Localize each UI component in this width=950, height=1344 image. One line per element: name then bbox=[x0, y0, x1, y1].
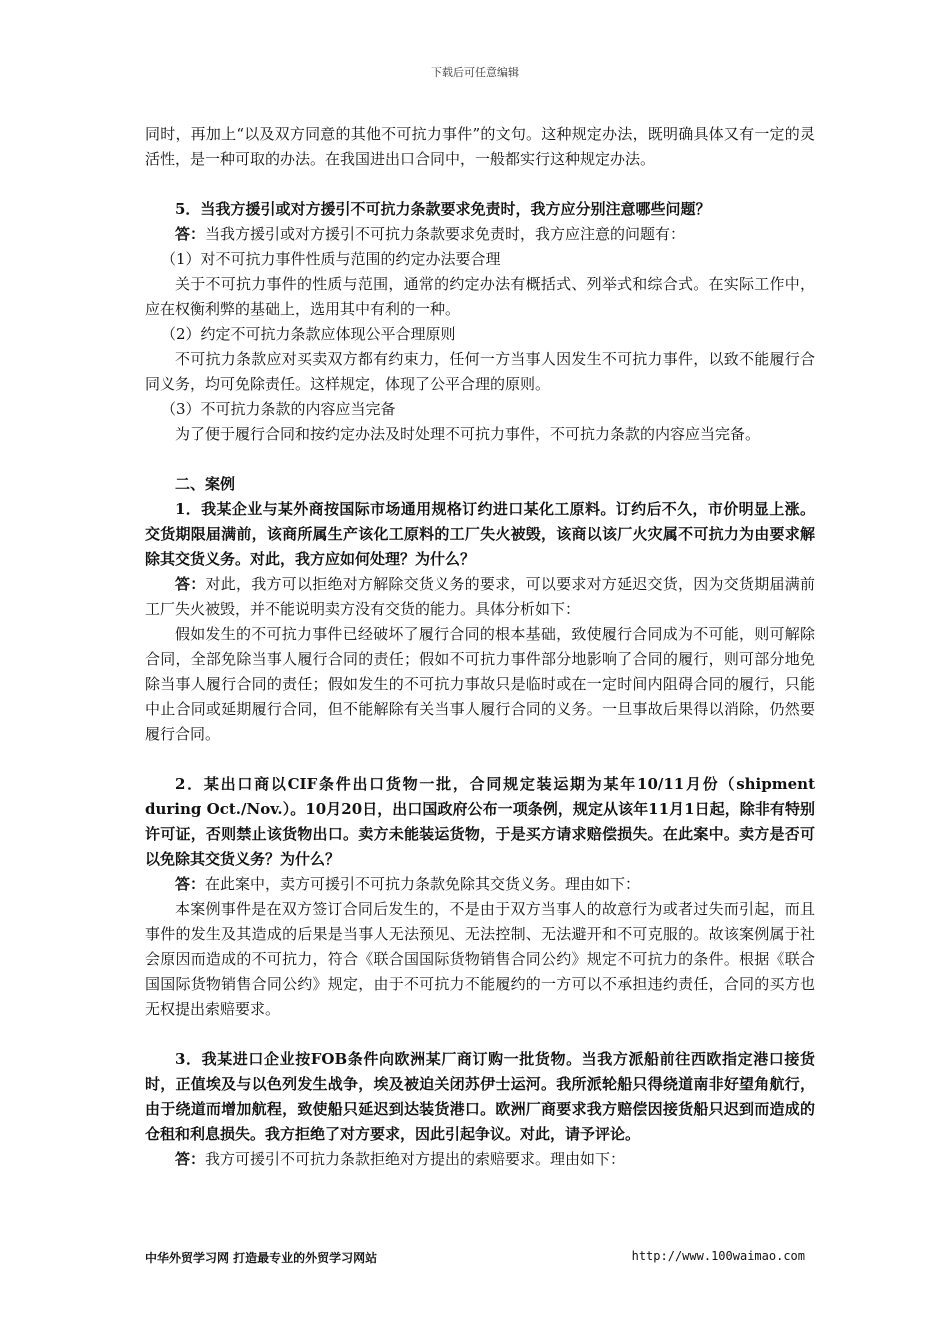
spacer bbox=[145, 172, 815, 197]
case-3-question: 3．我某进口企业按FOB条件向欧洲某厂商订购一批货物。当我方派船前往西欧指定港口接货时，正值埃及与以色列发生战争，埃及被迫关闭苏伊士运河。我所派轮船只得绕道南非好望角航行，由于绕道而增加航程，致使船只延迟到达装货港口。欧洲厂商要求我方赔偿因接货船只迟到而造成的仓租和利息损失。我方拒绝了对方要求，因此引起争议。对此，请予评论。 bbox=[145, 1050, 815, 1143]
case-1-question: 1．我某企业与某外商按国际市场通用规格订约进口某化工原料。订约后不久，市价明显上涨。交货期限届满前，该商所属生产该化工原料的工厂失火被毁，该商以该厂火灾属不可抗力为由要求解除其交货义务。对此，我方应如何处理？为什么？ bbox=[145, 500, 815, 568]
paragraph: 为了便于履行合同和按约定办法及时处理不可抗力事件，不可抗力条款的内容应当完备。 bbox=[175, 425, 761, 443]
document-body bbox=[145, 122, 815, 1172]
page-header: 下载后可任意编辑 bbox=[431, 66, 519, 79]
paragraph: 关于不可抗力事件的性质与范围，通常的约定办法有概括式、列举式和综合式。在实际工作中，应在权衡利弊的基础上，选用其中有利的一种。 bbox=[145, 275, 815, 318]
paragraph: 假如发生的不可抗力事件已经破坏了履行合同的根本基础，致使履行合同成为不可能，则可解除合同，全部免除当事人履行合同的责任；假如不可抗力事件部分地影响了合同的履行，则可部分地免除当事人履行合同的责任；假如发生的不可抗力事故只是临时或在一定时间内阻碍合同的履行，只能中止合同或延期履行合同，但不能解除有关当事人履行合同的义务。一旦事故后果得以消除，仍然要履行合同。 bbox=[145, 625, 815, 743]
answer-paragraph: 答：当我方援引或对方援引不可抗力条款要求免责时，我方应注意的问题有： bbox=[175, 225, 686, 243]
answer-paragraph: 答：我方可援引不可抗力条款拒绝对方提出的索赔要求。理由如下： bbox=[175, 1150, 626, 1168]
answer-label: 答： bbox=[175, 575, 206, 593]
paragraph: 本案例事件是在双方签订合同后发生的，不是由于双方当事人的故意行为或者过失而引起，而且事件的发生及其造成的后果是当事人无法预见、无法控制、无法避开和不可克服的。故该案例属于社会原因而造成的不可抗力，符合《联合国国际货物销售合同公约》规定不可抗力的条件。根据《联合国国际货物销售合同公约》规定，由于不可抗力不能履约的一方可以不承担违约责任，合同的买方也无权提出索赔要求。 bbox=[145, 900, 815, 1018]
spacer bbox=[145, 447, 815, 472]
paragraph: 同时，再加上“以及双方同意的其他不可抗力事件”的文句。这种规定办法，既明确具体又有一定的灵活性，是一种可取的办法。在我国进出口合同中，一般都实行这种规定办法。 bbox=[145, 125, 815, 168]
sub-heading-2: （2）约定不可抗力条款应体现公平合理原则 bbox=[161, 325, 456, 343]
case-2-question: 2．某出口商以CIF条件出口货物一批，合同规定装运期为某年10/11月份（shipment during Oct./Nov.）。10月20日，出口国政府公布一项条例，规定从该年11月1日起，除非有特别许可证，否则禁止该货物出口。卖方未能装运货物，于是买方请求赔偿损失。在此案中。卖方是否可以免除其交货义务？为什么？ bbox=[145, 775, 815, 868]
section-heading: 二、案例 bbox=[175, 475, 236, 493]
answer-label: 答： bbox=[175, 225, 206, 243]
answer-paragraph: 答：对此，我方可以拒绝对方解除交货义务的要求，可以要求对方延迟交货，因为交货期届满前工厂失火被毁，并不能说明卖方没有交货的能力。具体分析如下： bbox=[145, 575, 815, 618]
sub-heading-3: （3）不可抗力条款的内容应当完备 bbox=[161, 400, 396, 418]
footer-url: http://www.100waimao.com bbox=[631, 1249, 805, 1263]
spacer bbox=[145, 747, 815, 772]
spacer bbox=[145, 1022, 815, 1047]
answer-paragraph: 答：在此案中，卖方可援引不可抗力条款免除其交货义务。理由如下： bbox=[175, 875, 641, 893]
answer-label: 答： bbox=[175, 1150, 206, 1168]
question-5: 5．当我方援引或对方援引不可抗力条款要求免责时，我方应分别注意哪些问题？ bbox=[175, 200, 711, 218]
paragraph: 不可抗力条款应对买卖双方都有约束力，任何一方当事人因发生不可抗力事件，以致不能履行合同义务，均可免除责任。这样规定，体现了公平合理的原则。 bbox=[145, 350, 815, 393]
footer-site-name: 中华外贸学习网 打造最专业的外贸学习网站 bbox=[145, 1251, 378, 1265]
sub-heading-1: （1）对不可抗力事件性质与范围的约定办法要合理 bbox=[161, 250, 501, 268]
answer-label: 答： bbox=[175, 875, 206, 893]
